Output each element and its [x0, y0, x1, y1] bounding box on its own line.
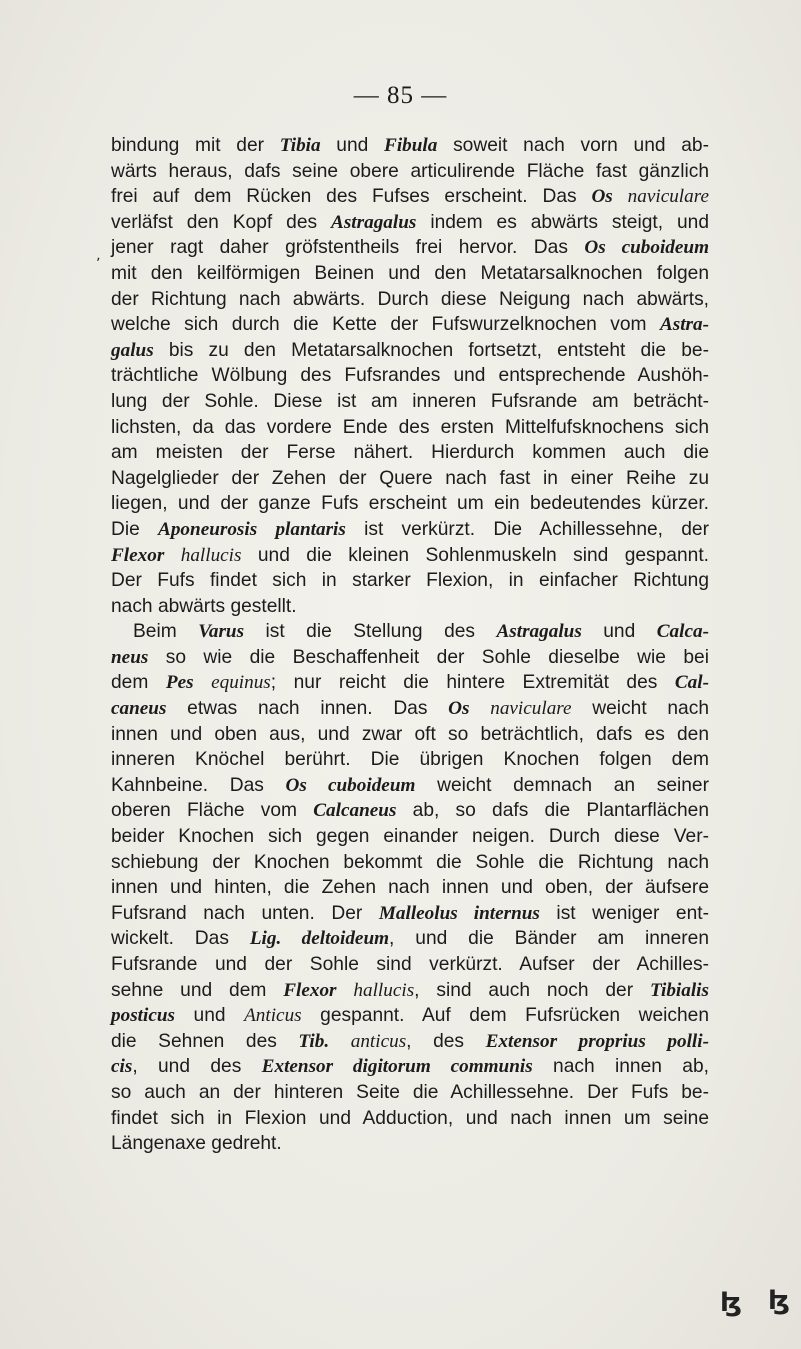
text-run: so wie die Beschaffenheit der Sohle dieselbe wie bei: [148, 646, 709, 668]
text-run: nach abwärts gestellt.: [111, 595, 297, 617]
latin-term: Fibula: [384, 135, 438, 156]
text-line: [111, 184, 709, 210]
text-run: ab, so dafs die Plantarflächen: [396, 800, 709, 822]
text-run: innen und oben aus, und zwar oft so beträchtlich, dafs es den: [111, 723, 709, 745]
text-line: [111, 594, 709, 620]
text-line: [111, 798, 709, 824]
text-run: verläfst den Kopf des: [111, 211, 332, 233]
latin-term: Aponeurosis: [158, 518, 258, 540]
latin-term: Anticus: [244, 1005, 302, 1027]
text-run: ist verkürzt. Die Achillessehne, der: [345, 518, 709, 540]
text-run: , sind auch noch der: [414, 979, 650, 1001]
text-run: Fufsrande und der Sohle sind verkürzt. Aufser der Achilles-: [111, 954, 709, 975]
text-run: ; nur reicht die hintere Extremität des: [270, 672, 675, 694]
latin-term: cis: [111, 1056, 133, 1078]
text-line: [111, 338, 709, 364]
text-line: [111, 747, 709, 773]
text-run: der Richtung nach abwärts. Durch diese Neigung nach abwärts,: [111, 288, 709, 310]
text-run: , und des: [132, 1056, 262, 1078]
scan-mark: ɮ: [720, 1288, 742, 1318]
text-run: welche sich durch die Kette der Fufswurzelknochen vom: [111, 314, 660, 336]
text-line: [111, 824, 709, 850]
text-line: [111, 210, 709, 236]
text-line: [111, 926, 709, 952]
text-line: [111, 261, 709, 287]
latin-term: caneus: [111, 698, 167, 720]
text-run: beider Knochen sich gegen einander neigen. Durch diese Ver-: [111, 826, 709, 848]
latin-term: Os: [448, 698, 470, 720]
text-line: [111, 1080, 709, 1106]
latin-term: naviculare: [627, 186, 709, 208]
text-run: bindung mit der: [111, 135, 280, 156]
text-line: [111, 1029, 709, 1055]
text-run: inneren Knöchel berührt. Die übrigen Knochen folgen dem: [111, 749, 709, 771]
text-run: bis zu den Metatarsalknochen fortsetzt, entsteht die be-: [153, 339, 709, 361]
latin-term: anticus: [350, 1030, 407, 1052]
text-line: [111, 619, 709, 645]
text-run: mit den keilförmigen Beinen und den Metatarsalknochen folgen: [111, 262, 709, 284]
text-run: und: [174, 1005, 245, 1027]
text-line: [111, 363, 709, 389]
text-run: ist die Stellung des: [244, 621, 497, 643]
text-line: [111, 517, 709, 543]
text-run: weicht nach: [571, 698, 709, 720]
text-line: [111, 312, 709, 338]
text-run: am meisten der Ferse nähert. Hierdurch kommen auch die: [111, 442, 709, 464]
text-line: [111, 901, 709, 927]
latin-term: Os cuboideum: [584, 237, 709, 259]
text-line: [111, 415, 709, 441]
latin-term: Pes: [165, 672, 194, 694]
latin-term: Tibialis: [649, 979, 709, 1001]
text-run: [613, 186, 628, 207]
text-run: und die kleinen Sohlenmuskeln sind gespannt.: [241, 544, 709, 566]
latin-term: posticus: [111, 1005, 175, 1027]
latin-term: Cal-: [674, 672, 709, 694]
text-run: Nagelglieder der Zehen der Quere nach fast in einer Reihe zu: [111, 467, 709, 489]
text-run: und: [320, 135, 385, 156]
latin-term: Os: [591, 186, 613, 208]
latin-term: Flexor: [283, 979, 337, 1001]
text-run: innen und hinten, die Zehen nach innen und oben, der äufsere: [111, 877, 709, 899]
latin-term: galus: [111, 339, 154, 361]
text-run: so auch an der hinteren Seite die Achillessehne. Der Fufs be-: [111, 1081, 709, 1103]
text-run: Beim: [133, 621, 199, 643]
latin-term: Tibia: [279, 135, 321, 156]
text-run: [164, 545, 180, 566]
text-run: wickelt. Das: [111, 928, 250, 950]
text-run: Fufsrand nach unten. Der: [111, 902, 379, 924]
text-line: [111, 773, 709, 799]
text-line: [111, 568, 709, 594]
latin-term: Os cuboideum: [285, 774, 416, 796]
text-line: [111, 1131, 709, 1157]
text-run: liegen, und der ganze Fufs erscheint um ein bedeutendes kürzer.: [111, 493, 709, 515]
text-run: ist weniger ent-: [539, 902, 709, 924]
text-line: [111, 491, 709, 517]
text-run: [194, 672, 212, 693]
text-run: , des: [406, 1030, 486, 1052]
text-line: [111, 543, 709, 569]
latin-term: Malleolus internus: [378, 902, 540, 924]
text-run: Der Fufs findet sich in starker Flexion, in einfacher Richtung: [111, 570, 709, 592]
latin-term: Extensor: [485, 1030, 558, 1052]
latin-term: Astra-: [659, 314, 709, 336]
latin-term: naviculare: [490, 698, 572, 720]
text-run: [557, 1031, 579, 1052]
latin-term: equinus: [211, 672, 271, 694]
latin-term: Flexor: [111, 544, 165, 566]
text-line: [111, 645, 709, 671]
text-line: [111, 1106, 709, 1132]
text-run: oberen Fläche vom: [111, 800, 314, 822]
text-line: [111, 389, 709, 415]
text-line: [111, 875, 709, 901]
latin-term: Astragalus: [496, 621, 582, 643]
latin-term: Lig. deltoideum: [249, 928, 390, 950]
text-run: wärts heraus, dafs seine obere articulirende Fläche fast gänzlich: [111, 160, 709, 182]
text-line: [111, 1003, 709, 1029]
text-run: schiebung der Knochen bekommt die Sohle die Richtung nach: [111, 851, 709, 873]
text-run: findet sich in Flexion und Adduction, und nach innen um seine: [111, 1107, 709, 1129]
text-line: [111, 159, 709, 185]
text-run: [470, 698, 491, 719]
text-line: [111, 978, 709, 1004]
text-line: [111, 287, 709, 313]
latin-term: Astragalus: [331, 211, 417, 233]
latin-term: Calcaneus: [313, 800, 397, 822]
text-run: , und die Bänder am inneren: [389, 928, 710, 950]
latin-term: plantaris: [275, 518, 346, 540]
page-number: — 85 —: [353, 82, 448, 109]
text-run: [329, 1031, 351, 1052]
text-run: soweit nach vorn und ab-: [437, 135, 709, 156]
latin-term: Varus: [198, 621, 245, 643]
text-line: [111, 235, 709, 261]
latin-term: Tib.: [298, 1030, 330, 1052]
text-run: etwas nach innen. Das: [166, 698, 449, 720]
text-run: und: [581, 621, 657, 643]
text-run: nach innen ab,: [532, 1056, 709, 1078]
text-line: [111, 696, 709, 722]
latin-term: Calca-: [656, 621, 709, 643]
text-run: [646, 1031, 668, 1052]
latin-term: proprius: [578, 1030, 646, 1052]
text-line: [111, 670, 709, 696]
text-line: [111, 440, 709, 466]
text-run: die Sehnen des: [111, 1030, 299, 1052]
text-line: [111, 133, 709, 159]
text-run: lung der Sohle. Diese ist am inneren Fufsrande am beträcht-: [111, 390, 709, 412]
text-run: sehne und dem: [111, 979, 284, 1001]
body-text: [111, 133, 709, 1157]
text-run: [337, 980, 354, 1001]
latin-term: hallucis: [353, 979, 415, 1001]
scan-mark: ɮ: [768, 1286, 790, 1316]
text-run: Kahnbeine. Das: [111, 774, 286, 796]
scan-mark: ʼ: [96, 256, 101, 272]
text-line: [111, 850, 709, 876]
text-run: frei auf dem Rücken des Fufses erscheint. Das: [111, 186, 592, 208]
text-line: [111, 952, 709, 978]
latin-term: neus: [111, 646, 149, 668]
text-line: [111, 466, 709, 492]
text-run: lichsten, da das vordere Ende des ersten Mittelfufsknochens sich: [111, 416, 709, 438]
text-run: weicht demnach an seiner: [415, 774, 709, 796]
latin-term: Extensor digitorum communis: [261, 1056, 533, 1078]
text-line: [111, 1054, 709, 1080]
text-run: trächtliche Wölbung des Fufsrandes und entsprechende Aushöh-: [111, 365, 709, 387]
text-run: gespannt. Auf dem Fufsrücken weichen: [301, 1005, 709, 1027]
text-run: indem es abwärts steigt, und: [416, 211, 709, 233]
latin-term: hallucis: [180, 544, 242, 566]
text-run: dem: [111, 672, 166, 694]
text-run: [257, 519, 275, 540]
text-run: Die: [111, 518, 159, 540]
text-run: Längenaxe gedreht.: [111, 1133, 282, 1155]
text-run: jener ragt daher gröfstentheils frei hervor. Das: [111, 237, 585, 259]
latin-term: polli-: [667, 1030, 709, 1052]
text-line: [111, 722, 709, 748]
